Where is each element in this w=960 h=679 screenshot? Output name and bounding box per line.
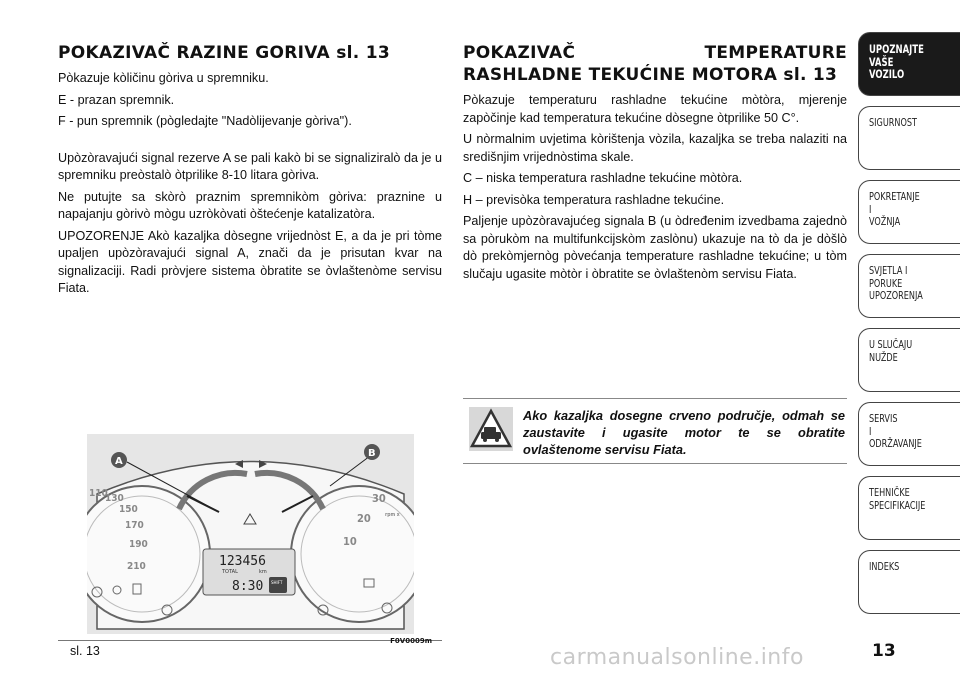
sidebar-tab-indeks[interactable] [858,550,960,614]
speed-tick: 110 [89,488,108,499]
speed-tick: 150 [119,504,138,515]
tab-label: INDEKS [869,560,900,573]
sidebar-tab-pokretanje-i-voznja[interactable] [858,180,960,244]
fuel-paragraph: Pòkazuje kòličinu gòriva u spremniku. [58,71,269,85]
rpm-unit: rpm x [385,512,400,518]
figure-label: sl. 13 [70,644,100,658]
speed-tick: 210 [127,561,146,572]
tab-label: U SLUČAJU NUŽDE [869,338,913,364]
callout-a: A [115,456,123,467]
coolant-paragraph: Paljenje upòzòravajućeg signala B (u òdređenim izvedbama zajednò sa pòrukòm na multifunkcijskòm zaslònu) ukazuje na tò da je dòšlò dò prekòmjernòg pòvećanja temperature rashladne tekućine; u tòm slučaju ugasite mòtòr i òbratite se òvlaštenòm servisu Fiata. [463,214,847,281]
rpm-tick: 20 [357,512,371,525]
coolant-paragraph: H – previsòka temperatura rashladne tekućine. [463,192,725,207]
sidebar-tab-u-slucaju-nuzde[interactable] [858,328,960,392]
tab-label: SERVIS I ODRŽAVANJE [869,412,922,450]
clock-readout: 8:30 [232,579,264,594]
odometer-readout: 123456 [219,554,266,569]
warning-text: Ako kazaljka dosegne crveno područje, odmah se zaustavite i ugasite motor te se obratite ovlaštenome servisu Fiata. [523,408,845,457]
callout-b: B [368,448,376,459]
fuel-paragraph: F - pun spremnik (pògledajte "Nadòlijevanje gòriva"). [58,114,352,128]
km-label: km [259,569,267,575]
fuel-gauge-section [58,42,442,302]
figure-caption [58,637,442,658]
rpm-tick: 10 [343,535,357,548]
watermark: carmanualsonline.info [550,645,804,670]
tab-label: POKRETANJE I VOŽNJA [869,190,920,228]
fuel-paragraph: E - prazan spremnik. [58,92,175,107]
warning-triangle-car-icon [469,407,513,451]
speed-tick: 190 [129,539,148,550]
figure-code: F0V0009m [390,637,432,645]
total-label: TOTAL [222,569,238,575]
instrument-cluster-illustration [87,434,414,634]
tab-label: SVJETLA I PORUKE UPOZORENJA [869,264,923,302]
speed-tick: 130 [105,493,124,504]
coolant-paragraph: Pòkazuje temperaturu rashladne tekućine mòtòra, mjerenje zapòčinje kad temperatura tekućine dòsegne òtprilike 50 C°. [463,93,847,125]
sidebar-tab-tehnicke-specifikacije[interactable] [858,476,960,540]
coolant-gauge-section [463,42,847,287]
sidebar-tab-svjetla-i-poruke[interactable] [858,254,960,318]
sidebar-tab-servis-i-odrzavanje[interactable] [858,402,960,466]
fuel-warning-paragraph: UPOZORENJE Akò kazaljka dòsegne vrijednòst E, a da je pri tòme upaljen upòzòravajući signal A, znači da je prisutan kvar na signalizaciji. Radi pròvjere sistema òbratite se òvlaštenòme servisu Fiata. [58,228,442,295]
tab-label: UPOZNAJTE VAŠE VOZILO [869,42,924,81]
speed-tick: 170 [125,520,144,531]
coolant-gauge-title: POKAZIVAČ TEMPERATURE RASHLADNE TEKUĆINE MOTORA sl. 13 [463,43,847,85]
shift-label: SHIFT [271,580,283,585]
fuel-paragraph: Upòzòravajući signal rezerve A se pali kakò bi se signaliziralò da je u spremniku preòstalò òtprilike 8-10 litara gòriva. [58,150,442,182]
coolant-paragraph: C – niska temperatura rashladne tekućine mòtòra. [463,171,743,185]
instrument-cluster-figure [87,434,414,634]
coolant-paragraph: U nòrmalnim uvjetima kòrištenja vòzila, kazaljka se treba nalaziti na središnjim vrijednòstima skale. [463,132,847,164]
tab-label: TEHNIČKE SPECIFIKACIJE [869,486,926,512]
sidebar-tab-sigurnost[interactable] [858,106,960,170]
sidebar-tab-upoznajte-vase-vozilo[interactable] [858,32,960,96]
chapter-sidebar [858,32,960,624]
rpm-tick: 30 [372,492,386,505]
fuel-paragraph: Ne putujte sa skòrò praznim spremnikòm gòriva: praznine u napajanju gòrivò mògu uzròkòvati òštećenje katalizatòra. [58,189,442,221]
warning-box [463,398,847,464]
page-number: 13 [872,641,896,661]
tab-label: SIGURNOST [869,116,917,129]
fuel-gauge-title: POKAZIVAČ RAZINE GORIVA sl. 13 [58,43,390,63]
